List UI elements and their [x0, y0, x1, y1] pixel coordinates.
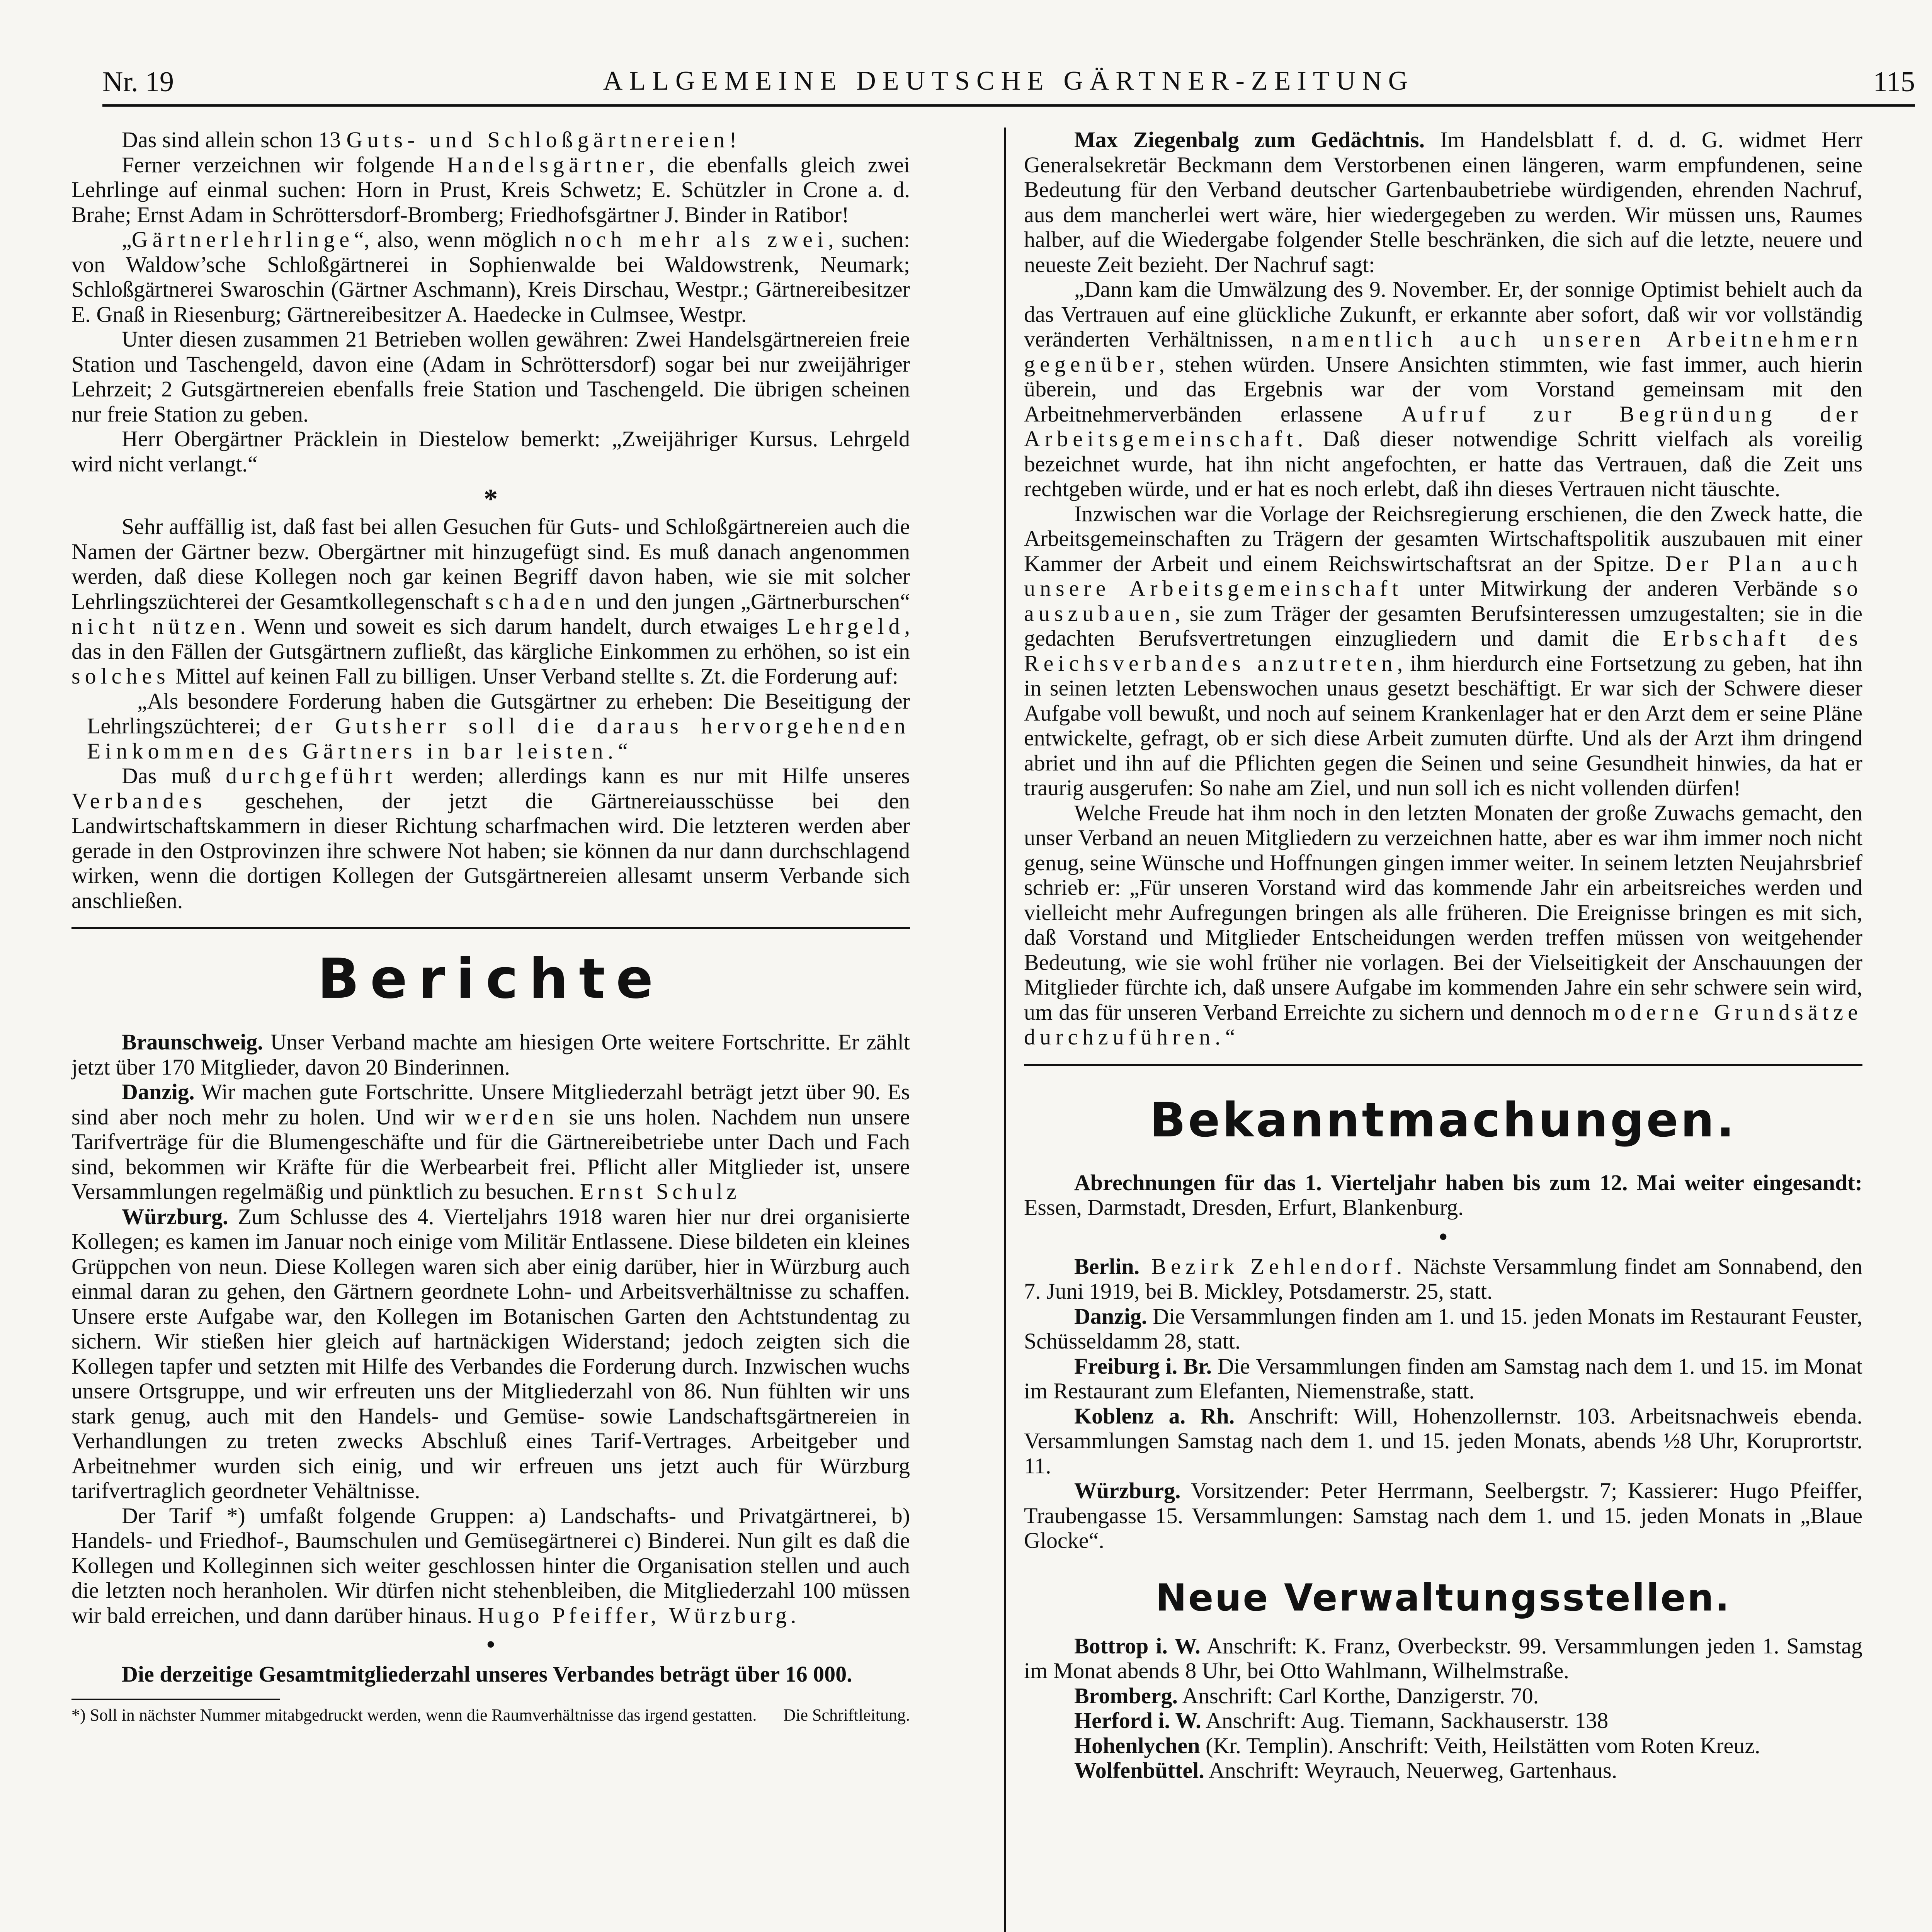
report-text — [71, 1079, 910, 1204]
notice-place: Herford i. W. — [1074, 1708, 1201, 1733]
report-place: Braunschweig. — [122, 1029, 263, 1054]
notice-text: (Kr. Templin). Anschrift: Veith, Heilstätten vom Roten Kreuz. — [1200, 1733, 1760, 1758]
spaced-emphasis: schaden — [485, 588, 590, 614]
issue-number: Nr. 19 — [102, 66, 174, 98]
page-number: 115 — [1873, 66, 1915, 98]
text-run: „Dann kam die Umwälzung des 9. November. Er, der sonnige Optimist behielt auch da das Vertrauen auf eine glückliche Zukunft, er erkannte aber sofort, daß wir vor vollständig veränderten Verhältnissen, — [1024, 277, 1862, 352]
text-run: Inzwischen war die Vorlage der Reichsregierung erschienen, die den Zweck hatte, die Arbeitsgemeinschaften zu Trägern der gesamten Wirtschaftspolitik auszubauen mit einer Kammer der Arbeit und einem Reichswirtschaftsrat an der Spitze. — [1024, 501, 1862, 576]
right-column — [1024, 128, 1862, 1783]
notice-place: Bromberg. — [1074, 1683, 1178, 1708]
separator-dot: • — [486, 1630, 496, 1660]
page-header — [102, 58, 1915, 107]
spaced-emphasis: durchgeführt — [226, 763, 397, 788]
spaced-emphasis: der Gutsherr soll die daraus hervorgehenden Einkommen des Gärtners in bar leisten. — [87, 713, 910, 764]
separator-dot: • — [1438, 1222, 1448, 1252]
notice-place: Bottrop i. W. — [1074, 1633, 1201, 1658]
spaced-emphasis: Der Plan auch unsere Arbeitsgemeinschaft — [1024, 551, 1862, 601]
report-text: Zum Schlusse des 4. Vierteljahrs 1918 waren hier nur drei organisierte Kollegen; es kamen im Januar noch einige vom Militär Entlassene. Diese bildeten ein kleines Grüppchen von neun. Diese Kollegen waren sich aber einig darüber, hier in Würzburg auch einmal daran zu gehen, den Gärtnern geordnete Lohn- und Arbeitsverhältnisse zu schaffen. Unsere erste Aufgabe war, den Kollegen im Botanischen Garten den Achtstundentag zu sichern. Wir stießen hier gleich auf hartnäckigen Widerstand; jedoch zeigten sich die Kollegen tapfer und setzten mit Hilfe des Verbandes die Forderung durch. Inzwischen wuchs unsere Ortsgruppe, und wir erfreuten uns der Mitgliederzahl von 86. Nun fühlten wir uns stark genug, auch mit den Handels- und Gemüse- sowie Landschaftsgärtnereien in Verhandlungen zu treten zwecks Abschluß eines Tarif-Vertrages. Arbeitgeber und Arbeitnehmer wurden sich einig, und wir erfreuen uns jetzt auch für Würzburg tarifvertraglich geordneter Vehältnisse. — [71, 1204, 910, 1503]
paragraph — [1024, 801, 1862, 1050]
spaced-emphasis: solches — [71, 663, 170, 689]
spaced-emphasis: moderne Grundsätze durchzuführen. — [1024, 999, 1863, 1049]
report-tarif — [71, 1503, 910, 1628]
notice-wuerzburg — [1024, 1478, 1862, 1553]
left-column — [71, 128, 910, 1725]
paragraph — [71, 227, 910, 327]
notice-wolfenbuettel — [1024, 1758, 1862, 1783]
text-run: Sehr auffällig ist, daß fast bei allen Gesuchen für Guts- und Schloßgärtnereien auch die Namen der Gärtner bezw. Obergärtner mit hinzugefügt sind. Es muß danach angenommen werden, daß diese Kollegen noch gar keinen Begriff davon haben, wie sie mit solcher Lehrlingszüchterei der Gesamtkollegenschaft — [71, 514, 910, 614]
notice-lead: Abrechnungen für das 1. Vierteljahr haben bis zum 12. Mai weiter eingesandt: — [1074, 1170, 1862, 1195]
column-divider — [1004, 128, 1006, 1932]
section-title-berichte: Berichte — [317, 947, 664, 1011]
notice-text: Essen, Darmstadt, Dresden, Erfurt, Blankenburg. — [1024, 1195, 1464, 1220]
paragraph — [71, 514, 910, 689]
notice-place: Koblenz a. Rh. — [1074, 1403, 1235, 1429]
notice-danzig — [1024, 1304, 1862, 1354]
text-run: Mittel auf keinen Fall zu billigen. Unser Verband stellte s. Zt. die Forderung auf: — [170, 663, 898, 689]
notice-place: Hohenlychen — [1074, 1733, 1200, 1758]
paragraph: Unter diesen zusammen 21 Betrieben wollen gewähren: Zwei Handelsgärtnereien freie Station und Taschengeld, davon eine (Adam in Schröttersdorf) sogar bei nur zweijähriger Lehrzeit; 2 Gutsgärtnereien ebenfalls freie Station und Taschengeld. Die übrigen scheinen nur freie Station zu geben. — [71, 327, 910, 427]
spaced-emphasis: werden — [464, 1104, 559, 1129]
text-run: werden; allerdings kann es nur mit Hilfe unseres — [397, 763, 910, 788]
notice-place: Würzburg. — [1074, 1478, 1181, 1503]
text-run: Wir machen gute Fortschritte. Unsere Mitgliederzahl beträgt jetzt über 90. Es sind aber noch mehr zu holen. Und wir — [71, 1079, 910, 1129]
member-count-note: Die derzeitige Gesamtmitgliederzahl unseres Verbandes beträgt über 16 000. — [122, 1662, 852, 1687]
text-run: , die ebenfalls gleich zwei Lehrlinge auf einmal suchen: Horn in Prust, Kreis Schwetz; E. Schützler in Crone a. d. Brahe; Ernst Adam in Schröttersdorf-Bromberg; Friedhofsgärtner J. Binder in Ratibor! — [71, 152, 910, 227]
spaced-emphasis: Handelsgärtner — [447, 152, 649, 177]
paragraph — [1024, 277, 1862, 502]
notice-koblenz — [1024, 1404, 1862, 1479]
notice-freiburg — [1024, 1354, 1862, 1404]
spaced-emphasis: so auszubauen — [1024, 576, 1862, 626]
text-run: Welche Freude hat ihm noch in den letzten Monaten der große Zuwachs gemacht, den unser Verband an neuen Mitgliedern zu verzeichnen hatte, aber es war ihm immer noch nicht genug, seine Wünsche und Hoffnungen gingen immer weiter. In seinem letzten Neujahrsbrief schrieb er: „Für unseren Vorstand wird das kommende Jahr ein arbeitsreiches werden und vielleicht mehr Aufregungen bringen als alle früheren. Die Ereignisse bringen es mit sich, daß Vorstand und Mitglieder Entscheidungen werden treffen müssen von weitgehender Bedeutung, wie sie wohl früher nie vorlagen. Bei der Vielseitigkeit der Anschauungen der Mitglieder fürchte ich, daß unsere Aufgabe im kommenden Jahre ein sehr schwere sein wird, um das für unseren Verband Erreichte zu sichern und dennoch — [1024, 800, 1862, 1025]
paragraph — [1024, 502, 1862, 801]
text-run: „ — [122, 227, 132, 252]
notice-text: Die Versammlungen finden am Samstag nach dem 1. und 15. im Monat im Restaurant zum Elefanten, Niemenstraße, statt. — [1024, 1353, 1862, 1403]
notice-text: Anschrift: Carl Korthe, Danzigerstr. 70. — [1177, 1683, 1539, 1708]
text-run: Ferner verzeichnen wir folgende — [122, 152, 447, 177]
section-star: * — [484, 483, 498, 514]
text-run: „Als besondere Forderung haben die Gutsgärtner zu erheben: Die Beseitigung der Lehrlingszüchterei; — [87, 688, 910, 738]
notice-district: Bezirk Zehlendorf. — [1139, 1253, 1407, 1279]
section-rule — [71, 927, 910, 929]
notice-herford — [1024, 1708, 1862, 1733]
paragraph: Herr Obergärtner Präcklein in Diestelow bemerkt: „Zweijähriger Kursus. Lehrgeld wird nicht verlangt.“ — [71, 426, 910, 476]
footnote-text: *) Soll in nächster Nummer mitabgedruckt werden, wenn die Raumverhältnisse das irgend gestatten. — [71, 1705, 757, 1725]
spaced-emphasis: Lehrgeld — [787, 614, 905, 639]
report-place: Danzig. — [122, 1079, 195, 1104]
paragraph — [71, 128, 910, 153]
text-run: unter Mitwirkung der anderen Verbände — [1403, 576, 1833, 601]
text-run: Das muß — [122, 763, 226, 788]
notice-text: Anschrift: Will, Hohenzollernstr. 103. Arbeitsnachweis ebenda. Versammlungen Samstag nach dem 1. und 15. jeden Monats, abends ½8 Uhr, Koruprortstr. 11. — [1024, 1403, 1863, 1478]
section-rule — [1024, 1064, 1862, 1066]
footnote — [71, 1706, 910, 1725]
text-run: . Wenn und soweit es sich darum handelt, durch etwaiges — [240, 614, 787, 639]
notice-place: Berlin. — [1074, 1253, 1140, 1279]
text-run: , ihm hierdurch eine Fortsetzung zu geben, hat ihn in seinen letzten Lebenswochen unaus gesetzt beschäftigt. Er war sich der Schwere dieser Aufgabe voll bewußt, und noch auf seinem Krankenlager hat er den Arzt dem er seine Pläne entwickelte, gefragt, ob er sich diese Arbeit zumuten dürfte. Und als der Arzt ihm dringend abriet und ihn auf die Pflichten gegen die Seinen und seine Gesundheit hinwies, da hat er traurig ausgerufen: So nahe am Ziel, und nun soll ich es nicht vollenden dürfen! — [1024, 650, 1862, 800]
notice-berlin — [1024, 1254, 1862, 1304]
report-text: Der Tarif *) umfaßt folgende Gruppen: a) Landschafts- und Privatgärtnerei, b) Handels- und Friedhof-, Baumschulen und Gemüsegärtnerei c) Binderei. Nun gilt es daß die Kollegen und Kolleginnen sich weiter geschlossen hinter die Organisation stellen und auch die letzten noch heranholen. Wir dürfen nicht stehenbleiben, die Mitgliederzahl 100 müssen wir bald erreichen, und dann darüber hinaus. — [71, 1503, 910, 1628]
paragraph — [71, 764, 910, 913]
text-run: Das sind allein schon 13 — [122, 127, 347, 152]
obituary-lead: Max Ziegenbalg zum Gedächtnis. — [1074, 127, 1425, 152]
spaced-emphasis: namentlich auch unseren Arbeitnehmern gegenüber — [1024, 327, 1863, 377]
notice-place: Danzig. — [1074, 1303, 1147, 1329]
notice-bottrop — [1024, 1634, 1862, 1684]
notice-abrechnungen — [1024, 1170, 1862, 1220]
notice-text: Die Versammlungen finden am 1. und 15. jeden Monats im Restaurant Feuster, Schüsseldamm 28, statt. — [1024, 1303, 1862, 1354]
text-run: und den jungen „Gärtnerburschen“ — [590, 588, 910, 614]
notice-text: Anschrift: Weyrauch, Neuerweg, Gartenhaus. — [1204, 1758, 1617, 1783]
spaced-emphasis: noch mehr als zwei — [564, 227, 828, 252]
paragraph — [71, 153, 910, 228]
notice-place: Freiburg i. Br. — [1074, 1353, 1212, 1379]
notice-bromberg — [1024, 1684, 1862, 1709]
text-run: sie uns holen. Nachdem nun unsere Tarifverträge für die Blumengeschäfte und für die Gärtnereibetriebe unter Dach und Fach sind, bekommen wir Kräfte für die Werbearbeit frei. Pflicht aller Mitglieder ist, unsere Versammlungen regelmäßig und pünktlich zu besuchen. — [71, 1104, 910, 1204]
report-wuerzburg — [71, 1204, 910, 1503]
section-title-bekanntmachungen: Bekanntmachungen. — [1150, 1092, 1737, 1148]
text-run: . Daß dieser notwendige Schritt vielfach als voreilig bezeichnet wurde, hat ihn nicht angefochten, er hatte das Vertrauen, daß die Zeit uns rechtgeben würde, und er hat es noch erlebt, daß ihn dieses Vertrauen nicht täuschte. — [1024, 426, 1862, 501]
text-run: , sie zum Träger der gesamten Berufsinteressen umzugestalten; sie in die gedachten Berufsvertretungen einzugliedern und damit die — [1024, 600, 1862, 651]
footnote-signature: Die Schriftleitung. — [783, 1705, 910, 1725]
text-run: , stehen würden. Unsere Ansichten stimmten, wie fast immer, auch hierin überein, und das Ergebnis war der vom Vorstand gemeinsam mit den Arbeitnehmerverbänden erlassene — [1024, 351, 1862, 427]
report-braunschweig — [71, 1030, 910, 1080]
footnote-rule — [71, 1699, 280, 1700]
text-run: geschehen, der jetzt die Gärtnereiausschüsse bei den Landwirtschaftskammern in dieser Richtung scharfmachen wird. Die letzteren werden aber gerade in den Ostprovinzen ihre schwere Not haben; sie können da nur dann durchschlagend wirken, wenn die dortigen Kollegen der Gutsgärtnereien allesamt unserm Verbande sich anschließen. — [71, 788, 910, 913]
spaced-emphasis: Gärtnerlehrlinge — [131, 227, 354, 252]
quote-paragraph — [71, 689, 910, 764]
text-run: “, also, wenn möglich — [354, 227, 565, 252]
spaced-emphasis: Erbschaft des Reichsverbandes anzutreten — [1024, 626, 1862, 676]
text-run: , suchen: von Waldow’sche Schloßgärtnerei in Sophienwalde bei Waldowstrenk, Neumark; Schloßgärtnerei Swaroschin (Gärtner Aschmann), Kreis Dirschau, Westpr.; Gärtnereibesitzer E. Gnaß in Riesenburg; Gärtnereibesitzer A. Haedecke in Culmsee, Westpr. — [71, 227, 910, 327]
section-title-neue-verwaltungsstellen: Neue Verwaltungsstellen. — [1155, 1576, 1731, 1619]
text-run: “ — [618, 738, 628, 764]
spaced-emphasis: Aufruf zur Begründung der Arbeitsgemeinschaft — [1024, 401, 1862, 451]
obituary-text: Im Handelsblatt f. d. d. G. widmet Herr Generalsekretär Beckmann dem Verstorbenen einen längeren, warm empfundenen, seine Bedeutung für den Verband deutscher Gartenbaubetriebe würdigenden, ehrenden Nachruf, aus dem mancherlei wert wäre, hier wiedergegeben zu werden. Wir müssen uns, Raumes halber, auf die Wiedergabe folgender Stelle beschränken, die sich auf die letzte, neuere und neueste Zeit bezieht. Der Nachruf sagt: — [1024, 127, 1863, 277]
report-signature: Ernst Schulz — [580, 1179, 740, 1204]
masthead-title: ALLGEMEINE DEUTSCHE GÄRTNER-ZEITUNG — [603, 66, 1415, 96]
spaced-emphasis: Guts- und Schloßgärtnereien! — [346, 127, 742, 152]
obituary-intro — [1024, 128, 1862, 277]
spaced-emphasis: Verbandes — [71, 788, 207, 813]
notice-place: Wolfenbüttel. — [1074, 1758, 1204, 1783]
report-text: Unser Verband machte am hiesigen Orte weitere Fortschritte. Er zählt jetzt über 170 Mitglieder, davon 20 Binderinnen. — [71, 1029, 910, 1080]
report-signature: Hugo Pfeiffer, Würzburg. — [478, 1602, 800, 1628]
notice-text: Vorsitzender: Peter Herrmann, Seelbergstr. 7; Kassierer: Hugo Pfeiffer, Traubengasse 15. Versammlungen: Samstag nach dem 1. und 15. jeden Monats in „Blaue Glocke“. — [1024, 1478, 1862, 1553]
notice-text: Anschrift: Aug. Tiemann, Sackhauserstr. 138 — [1201, 1708, 1609, 1733]
notice-hohenlychen — [1024, 1733, 1862, 1759]
report-danzig — [71, 1080, 910, 1204]
report-place: Würzburg. — [122, 1204, 228, 1229]
text-run: , das in den Fällen der Gutsgärtnern zufließt, das kärgliche Einkommen zu erhöhen, so ist ein — [71, 614, 910, 664]
notice-text: Nächste Versammlung findet am Sonnabend, den 7. Juni 1919, bei B. Mickley, Potsdamerstr. 25, statt. — [1024, 1253, 1862, 1304]
text-run: “ — [1225, 1024, 1235, 1049]
notice-text: Anschrift: K. Franz, Overbeckstr. 99. Versammlungen jeden 1. Samstag im Monat abends 8 Uhr, bei Otto Wahlmann, Wilhelmstraße. — [1024, 1633, 1863, 1683]
spaced-emphasis: nicht nützen — [71, 614, 240, 639]
